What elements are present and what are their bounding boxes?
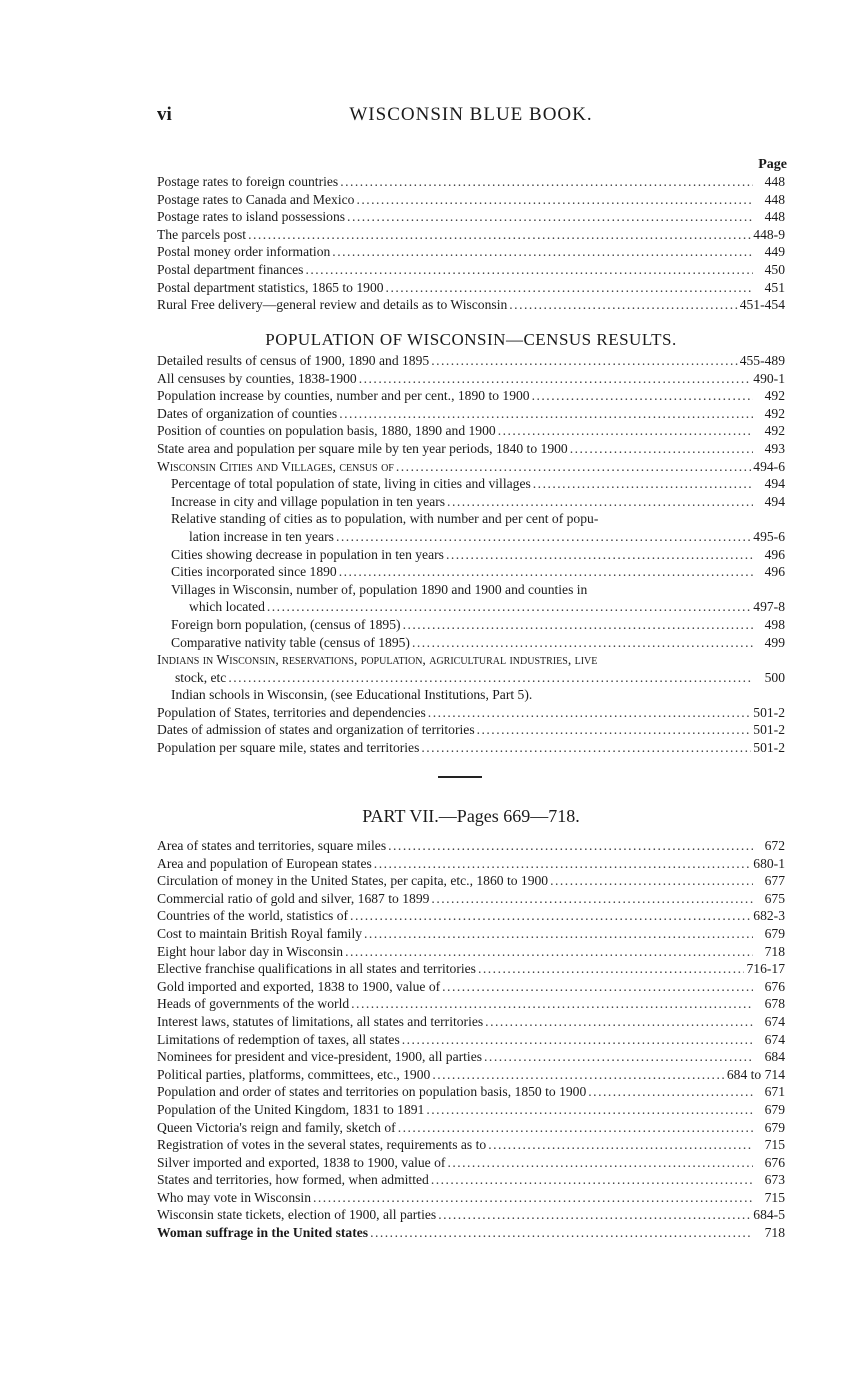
- toc-entry: Countries of the world, statistics of ..... 682-3: [157, 907, 785, 925]
- toc-entry: Area and population of European states ..... 680-1: [157, 855, 785, 873]
- toc-entry: Limitations of redemption of taxes, all states ..... 674: [157, 1031, 785, 1049]
- page-column-label: Page: [758, 157, 787, 172]
- toc-entry: Population of States, territories and dependencies ..... 501-2: [157, 704, 785, 722]
- postal-entries: [157, 173, 785, 314]
- toc-entry: Political parties, platforms, committees, etc., 1900 ..... 684 to 714: [157, 1066, 785, 1084]
- toc-entry: Population and order of states and territories on population basis, 1850 to 1900 ..... 671: [157, 1083, 785, 1101]
- toc-entry: Wisconsin Cities and Villages, census of ..... 494-6: [157, 458, 785, 476]
- toc-entry: Dates of admission of states and organization of territories ..... 501-2: [157, 721, 785, 739]
- toc-entry: Percentage of total population of state, living in cities and villages ..... 494: [157, 475, 785, 493]
- toc-entry: Rural Free delivery—general review and details as to Wisconsin ..... 451-454: [157, 296, 785, 314]
- toc-entry: Cost to maintain British Royal family ..... 679: [157, 925, 785, 943]
- toc-entry: Elective franchise qualifications in all states and territories ..... 716-17: [157, 960, 785, 978]
- toc-entry: Circulation of money in the United States, per capita, etc., 1860 to 1900 ..... 677: [157, 872, 785, 890]
- book-title: WISCONSIN BLUE BOOK.: [349, 104, 593, 125]
- toc-entry: Queen Victoria's reign and family, sketch of ..... 679: [157, 1119, 785, 1137]
- toc-entry: Woman suffrage in the United states ..... 718: [157, 1224, 785, 1242]
- toc-entry: Foreign born population, (census of 1895) ..... 498: [157, 616, 785, 634]
- toc-entry: Postal department statistics, 1865 to 1900 ..... 451: [157, 279, 785, 297]
- part-vii-title: PART VII.—Pages 669—718.: [362, 806, 580, 826]
- toc-entry: Increase in city and village population in ten years ..... 494: [157, 493, 785, 511]
- toc-entry: Population of the United Kingdom, 1831 to 1891 ..... 679: [157, 1101, 785, 1119]
- toc-entry: Registration of votes in the several states, requirements as to ..... 715: [157, 1136, 785, 1154]
- toc-entry: Postage rates to foreign countries ..... 448: [157, 173, 785, 191]
- toc-entry: All censuses by counties, 1838-1900 ..... 490-1: [157, 370, 785, 388]
- toc-entry: Detailed results of census of 1900, 1890 and 1895 ..... 455-489: [157, 352, 785, 370]
- section-divider: [438, 776, 482, 778]
- toc-entry: Cities showing decrease in population in ten years ..... 496: [157, 546, 785, 564]
- toc-entry: Dates of organization of counties ..... 492: [157, 405, 785, 423]
- page-header: [157, 104, 785, 128]
- toc-entry: State area and population per square mile by ten year periods, 1840 to 1900 ..... 493: [157, 440, 785, 458]
- toc-entry: Eight hour labor day in Wisconsin ..... 718: [157, 943, 785, 961]
- toc-entry: Cities incorporated since 1890 ..... 496: [157, 563, 785, 581]
- toc-entry: Comparative nativity table (census of 1895) ..... 499: [157, 634, 785, 652]
- toc-entry: Wisconsin state tickets, election of 1900, all parties ..... 684-5: [157, 1206, 785, 1224]
- population-entries: [157, 352, 785, 757]
- toc-entry: Interest laws, statutes of limitations, all states and territories ..... 674: [157, 1013, 785, 1031]
- toc-entry: Gold imported and exported, 1838 to 1900, value of ..... 676: [157, 978, 785, 996]
- toc-entry: Villages in Wisconsin, number of, population 1890 and 1900 and counties in which located ..... 497-8: [157, 581, 785, 616]
- toc-entry: Heads of governments of the world ..... 678: [157, 995, 785, 1013]
- toc-entry: Area of states and territories, square miles ..... 672: [157, 837, 785, 855]
- toc-entry: Commercial ratio of gold and silver, 1687 to 1899 ..... 675: [157, 890, 785, 908]
- toc-entry: Relative standing of cities as to population, with number and per cent of popu- lation increase in ten years ..... 495-6: [157, 510, 785, 545]
- toc-entry: Nominees for president and vice-president, 1900, all parties ..... 684: [157, 1048, 785, 1066]
- toc-entry: Postal department finances ..... 450: [157, 261, 785, 279]
- toc-entry: Population per square mile, states and territories ..... 501-2: [157, 739, 785, 757]
- population-section-title: POPULATION OF WISCONSIN—CENSUS RESULTS.: [265, 330, 677, 349]
- toc-entry: Population increase by counties, number and per cent., 1890 to 1900 ..... 492: [157, 387, 785, 405]
- toc-entry: The parcels post ..... 448-9: [157, 226, 785, 244]
- toc-entry: Postage rates to Canada and Mexico ..... 448: [157, 191, 785, 209]
- toc-entry: Postal money order information ..... 449: [157, 243, 785, 261]
- toc-entry: Indians in Wisconsin, reservations, population, agricultural industries, live stock, etc ..... 500: [157, 651, 785, 686]
- toc-entry: Silver imported and exported, 1838 to 1900, value of ..... 676: [157, 1154, 785, 1172]
- toc-entry: Position of counties on population basis, 1880, 1890 and 1900 ..... 492: [157, 422, 785, 440]
- toc-entry: Who may vote in Wisconsin ..... 715: [157, 1189, 785, 1207]
- toc-entry: Indian schools in Wisconsin, (see Educational Institutions, Part 5).: [171, 687, 533, 703]
- toc-entry: Postage rates to island possessions ..... 448: [157, 208, 785, 226]
- part-vii-entries: [157, 837, 785, 1242]
- page-number: vi: [157, 104, 172, 125]
- toc-entry: States and territories, how formed, when admitted ..... 673: [157, 1171, 785, 1189]
